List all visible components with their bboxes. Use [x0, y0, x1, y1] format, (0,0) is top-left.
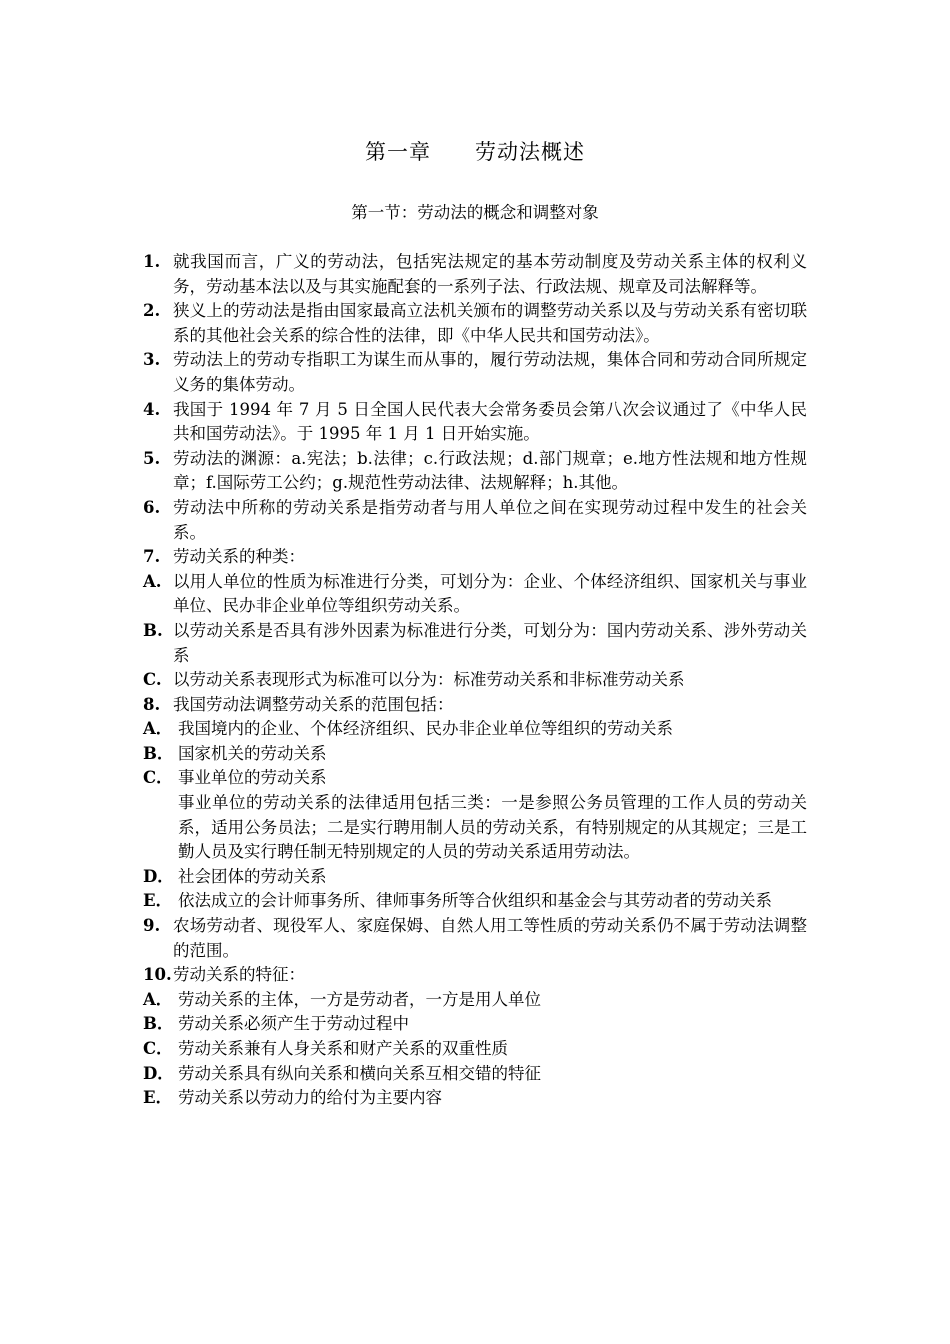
list-marker: B． — [143, 743, 174, 763]
list-text: 农场劳动者、现役军人、家庭保姆、自然人用工等性质的劳动关系仍不属于劳动法调整的范围。 — [173, 916, 807, 960]
list-text: 劳动法中所称的劳动关系是指劳动者与用人单位之间在实现劳动过程中发生的社会关系。 — [173, 497, 807, 542]
list-item-10 — [143, 963, 807, 988]
list-item-8e — [143, 889, 807, 914]
list-item-4 — [143, 398, 807, 447]
list-item-10e — [143, 1086, 807, 1111]
list-text: 以用人单位的性质为标准进行分类，可划分为：企业、个体经济组织、国家机关与事业单位、民办非企业单位等组织劳动关系。 — [173, 571, 807, 616]
list-marker: 4. — [143, 399, 161, 419]
list-marker: 9. — [143, 916, 161, 936]
list-item-7b — [143, 619, 807, 668]
list-text: 我国境内的企业、个体经济组织、民办非企业单位等组织的劳动关系 — [178, 719, 673, 739]
list-item-2 — [143, 299, 807, 348]
list-text: 劳动关系具有纵向关系和横向关系互相交错的特征 — [178, 1063, 541, 1083]
list-marker: 10. — [143, 965, 172, 985]
list-item-1 — [143, 250, 807, 299]
list-marker: A． — [143, 989, 173, 1009]
list-marker: C． — [143, 768, 173, 788]
list-marker: C. — [143, 670, 162, 690]
list-marker: 7. — [143, 547, 161, 567]
list-text: 劳动关系的种类： — [173, 547, 305, 567]
list-text: 我国劳动法调整劳动关系的范围包括： — [173, 694, 454, 714]
list-item-7 — [143, 545, 807, 570]
list-text: 社会团体的劳动关系 — [178, 866, 327, 886]
list-text: 劳动关系的主体，一方是劳动者，一方是用人单位 — [178, 989, 541, 1009]
list-marker: C． — [143, 1039, 173, 1058]
list-marker: E． — [143, 1088, 173, 1108]
list-marker: B． — [143, 1014, 174, 1034]
list-text: 劳动关系以劳动力的给付为主要内容 — [178, 1088, 442, 1108]
list-marker: D． — [143, 1063, 174, 1083]
list-item-6 — [143, 496, 807, 545]
list-marker: D． — [143, 866, 174, 886]
content-body — [143, 250, 807, 1111]
list-item-10c — [143, 1037, 807, 1062]
list-marker: 8. — [143, 694, 161, 714]
list-item-8b — [143, 742, 807, 767]
list-marker: A. — [143, 571, 162, 591]
list-marker: E． — [143, 891, 173, 911]
list-item-3 — [143, 348, 807, 397]
list-text: 依法成立的会计师事务所、律师事务所等合伙组织和基金会与其劳动者的劳动关系 — [178, 891, 772, 911]
list-text: 国家机关的劳动关系 — [178, 743, 327, 763]
list-marker: 6. — [143, 497, 161, 517]
list-text: 狭义上的劳动法是指由国家最高立法机关颁布的调整劳动关系以及与劳动关系有密切联系的其他社会关系的综合性的法律，即《中华人民共和国劳动法》。 — [173, 301, 807, 345]
list-item-10a — [143, 988, 807, 1013]
list-item-8 — [143, 693, 807, 718]
list-text: 劳动关系的特征： — [173, 965, 305, 985]
list-text: 劳动法上的劳动专指职工为谋生而从事的，履行劳动法规，集体合同和劳动合同所规定义务的集体劳动。 — [173, 350, 807, 394]
list-item-9 — [143, 914, 807, 963]
list-text: 我国于 1994 年 7 月 5 日全国人民代表大会常务委员会第八次会议通过了《中华人民共和国劳动法》。于 1995 年 1 月 1 日开始实施。 — [173, 399, 807, 444]
list-text: 以劳动关系是否具有涉外因素为标准进行分类，可划分为：国内劳动关系、涉外劳动关系 — [173, 620, 807, 665]
list-marker: A． — [143, 719, 173, 739]
list-text: 劳动法的渊源：a.宪法；b.法律；c.行政法规；d.部门规章；e.地方性法规和地方性规章；f.国际劳工公约；g.规范性劳动法律、法规解释；h.其他。 — [173, 448, 807, 493]
list-text: 就我国而言，广义的劳动法，包括宪法规定的基本劳动制度及劳动关系主体的权利义务，劳动基本法以及与其实施配套的一系列子法、行政法规、规章及司法解释等。 — [173, 252, 807, 296]
list-marker: 3. — [143, 350, 161, 370]
list-text: 劳动关系兼有人身关系和财产关系的双重性质 — [178, 1039, 508, 1058]
list-marker: 2. — [143, 301, 161, 321]
list-marker: 1. — [143, 252, 161, 271]
list-item-8a — [143, 717, 807, 742]
list-item-7a — [143, 570, 807, 619]
list-item-10d — [143, 1062, 807, 1087]
list-item-10b — [143, 1012, 807, 1037]
list-item-8c-note: 事业单位的劳动关系的法律适用包括三类：一是参照公务员管理的工作人员的劳动关系，适用公务员法；二是实行聘用制人员的劳动关系，有特别规定的从其规定；三是工勤人员及实行聘任制无特别规定的人员的劳动关系适用劳动法。 — [178, 793, 807, 862]
list-text: 以劳动关系表现形式为标准可以分为：标准劳动关系和非标准劳动关系 — [173, 670, 685, 690]
list-marker: 5. — [143, 448, 161, 468]
list-item-7c — [143, 668, 807, 693]
section-title: 第一节：劳动法的概念和调整对象 — [351, 203, 599, 222]
list-item-5 — [143, 447, 807, 496]
chapter-title: 第一章 劳动法概述 — [365, 140, 585, 164]
list-text: 事业单位的劳动关系 — [178, 768, 327, 788]
list-text: 劳动关系必须产生于劳动过程中 — [178, 1014, 409, 1034]
list-marker: B. — [143, 620, 163, 640]
list-item-8c — [143, 766, 807, 791]
list-item-8d — [143, 865, 807, 890]
